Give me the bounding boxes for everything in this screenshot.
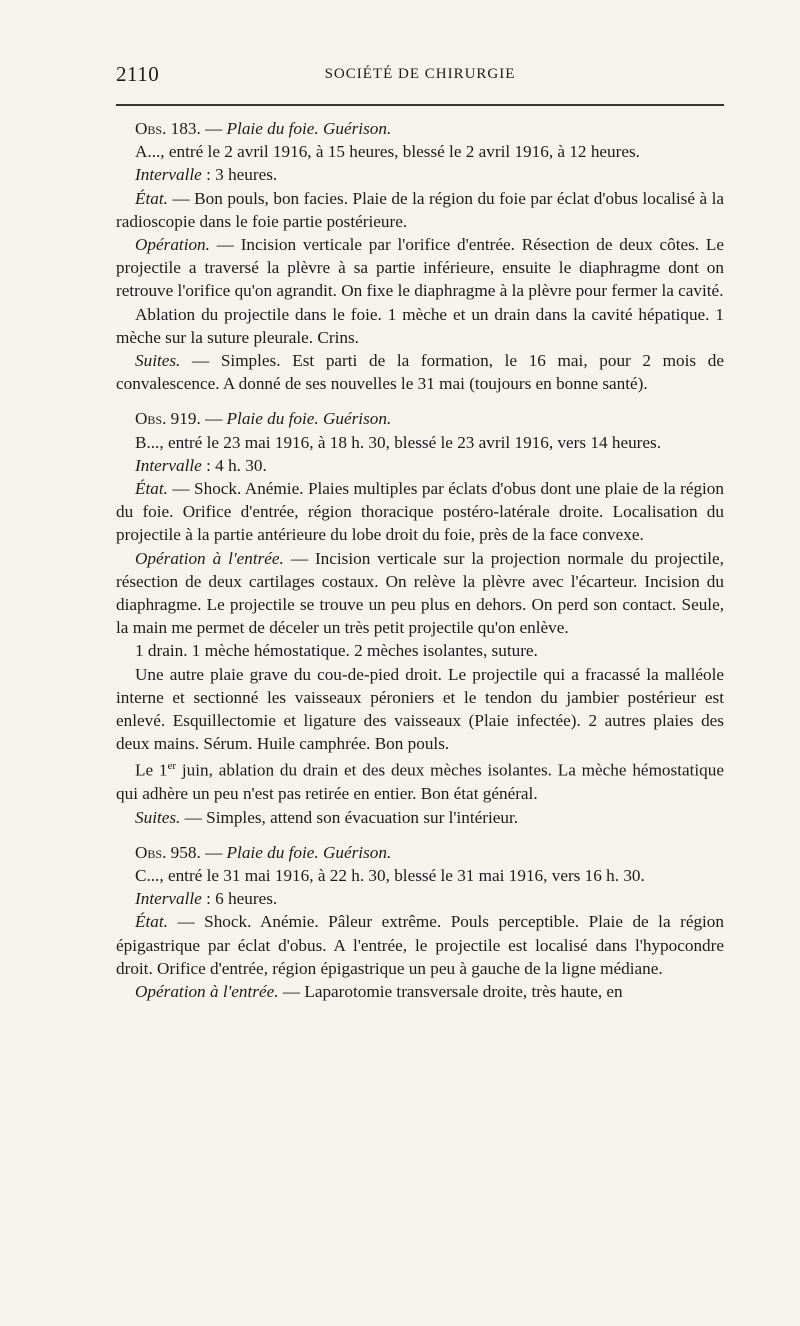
obs-dash: — bbox=[200, 119, 227, 138]
obs-dash: — bbox=[200, 842, 227, 862]
header-rule bbox=[116, 104, 724, 106]
etat-text: — Bon pouls, bon facies. Plaie de la région du foie par éclat d'obus localisé à la radioscopie dans le foie partie postérieure. bbox=[116, 188, 724, 231]
obs-183-etat bbox=[116, 187, 724, 233]
obs-919-operation bbox=[116, 547, 724, 640]
obs-title: Plaie du foie. Guérison. bbox=[226, 842, 392, 862]
running-title: SOCIÉTÉ DE CHIRURGIE bbox=[324, 66, 516, 82]
suites-label: Suites. bbox=[135, 807, 181, 827]
obs-919-suites bbox=[116, 806, 724, 829]
etat-text: — Shock. Anémie. Pâleur extrême. Pouls perceptible. Plaie de la région épigastrique par éclat d'obus. A l'entrée, le projectile est localisé dans l'hypocondre droit. Orifice d'entrée, région épigastrique un peu à gauche de la ligne médiane. bbox=[116, 912, 724, 978]
obs-919-intervalle bbox=[116, 454, 724, 477]
operation-text: — Incision verticale par l'orifice d'entrée. Résection de deux côtes. Le projectile a traversé la plèvre à sa partie inférieure, ensuite le diaphragme dont on retrouve l'orifice qu'on agrandit. On fixe le diaphragme à la plèvre pour fermer la cavité. bbox=[116, 235, 724, 301]
obs-919-autre-plaie: Une autre plaie grave du cou-de-pied droit. Le projectile qui a fracassé la malléole interne et sectionné les vaisseaux péroniers et le tendon du jambier postérieur est enlevé. Esquillectomie et ligature des vaisseaux (Plaie infectée). 2 autres plaies des deux mains. Sérum. Huile camphrée. Bon pouls. bbox=[116, 664, 724, 754]
etat-label: État. bbox=[135, 912, 168, 932]
obs-919-entry: B..., entré le 23 mai 1916, à 18 h. 30, blessé le 23 avril 1916, vers 14 heures. bbox=[135, 432, 662, 452]
operation-label: Opération à l'entrée. bbox=[135, 982, 279, 1002]
obs-919-heading bbox=[116, 407, 724, 430]
etat-label: État. bbox=[135, 188, 168, 208]
intervalle-label: Intervalle bbox=[135, 165, 202, 185]
obs-183-heading bbox=[116, 117, 724, 140]
juin-text: juin, ablation du drain et des deux mèches isolantes. La mèche hémostatique qui adhère un peu n'est pas retirée en entier. Bon état général. bbox=[116, 761, 724, 804]
obs-958-heading bbox=[116, 841, 724, 864]
intervalle-label: Intervalle bbox=[135, 455, 202, 475]
obs-919-etat bbox=[116, 477, 724, 547]
obs-958-operation bbox=[116, 980, 724, 1003]
obs-183-operation bbox=[116, 233, 724, 303]
obs-number: Obs. 919. bbox=[135, 409, 201, 429]
obs-958-intervalle bbox=[116, 887, 724, 910]
operation-text: — Laparotomie transversale droite, très haute, en bbox=[278, 982, 623, 1002]
obs-919-drain: 1 drain. 1 mèche hémostatique. 2 mèches isolantes, suture. bbox=[135, 641, 538, 661]
page-header bbox=[116, 62, 724, 92]
body-text bbox=[116, 117, 724, 1003]
intervalle-label: Intervalle bbox=[135, 889, 202, 909]
obs-dash: — bbox=[200, 409, 227, 429]
operation-label: Opération. bbox=[135, 235, 210, 255]
page-number: 2110 bbox=[116, 62, 160, 86]
suites-label: Suites. bbox=[135, 351, 181, 371]
obs-183-suites bbox=[116, 349, 724, 395]
obs-183-entry: A..., entré le 2 avril 1916, à 15 heures, blessé le 2 avril 1916, à 12 heures. bbox=[135, 142, 640, 162]
etat-text: — Shock. Anémie. Plaies multiples par éclats d'obus dont une plaie de la région du foie. Orifice d'entrée, région thoracique postéro-latérale droite. Localisation du projectile à la partie antérieure du lobe droit du foie, près de la face convexe. bbox=[116, 479, 724, 545]
obs-number: Obs. 183. bbox=[135, 119, 201, 138]
obs-919-juin bbox=[116, 755, 724, 805]
suites-text: — Simples, attend son évacuation sur l'intérieur. bbox=[180, 807, 519, 827]
obs-183-intervalle bbox=[116, 163, 724, 186]
obs-title: Plaie du foie. Guérison. bbox=[226, 119, 392, 138]
obs-958-entry: C..., entré le 31 mai 1916, à 22 h. 30, blessé le 31 mai 1916, vers 16 h. 30. bbox=[135, 866, 645, 886]
intervalle-value: : 3 heures. bbox=[201, 165, 278, 185]
obs-183-ablation: Ablation du projectile dans le foie. 1 mèche et un drain dans la cavité hépatique. 1 mèche sur la suture pleurale. Crins. bbox=[116, 304, 724, 347]
obs-958-etat bbox=[116, 910, 724, 980]
juin-sup: er bbox=[167, 760, 177, 773]
obs-number: Obs. 958. bbox=[135, 842, 201, 862]
suites-text: — Simples. Est parti de la formation, le 16 mai, pour 2 mois de convalescence. A donné de ses nouvelles le 31 mai (toujours en bonne santé). bbox=[116, 351, 724, 394]
juin-prefix: Le 1 bbox=[135, 761, 168, 781]
operation-label: Opération à l'entrée. bbox=[135, 548, 284, 568]
obs-title: Plaie du foie. Guérison. bbox=[226, 409, 392, 429]
operation-text: — Incision verticale sur la projection normale du projectile, résection de deux cartilages costaux. On relève la plèvre avec l'écarteur. Incision du diaphragme. Le projectile se trouve un peu plus en dehors. On perd son contact. Seule, la main me permet de déceler un très petit projectile qu'on enlève. bbox=[116, 548, 724, 638]
etat-label: État. bbox=[135, 479, 168, 499]
intervalle-value: : 6 heures. bbox=[201, 889, 278, 909]
intervalle-value: : 4 h. 30. bbox=[201, 455, 267, 475]
